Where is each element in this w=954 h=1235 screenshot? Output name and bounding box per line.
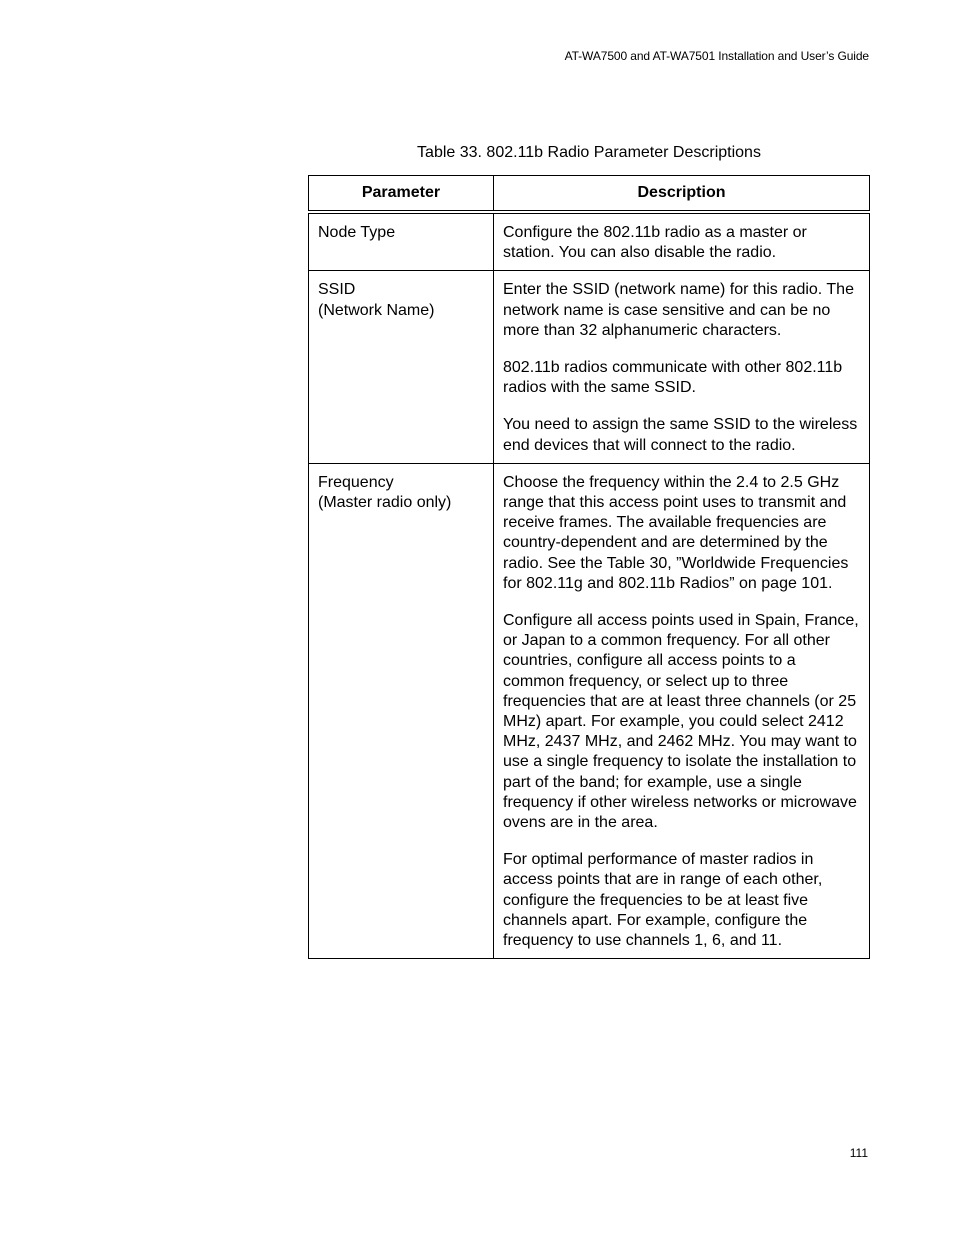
parameter-cell: [309, 212, 494, 271]
column-header-parameter: Parameter: [309, 176, 494, 213]
description-cell: [494, 271, 870, 463]
parameter-qualifier: (Master radio only): [318, 494, 452, 512]
description-paragraph: You need to assign the same SSID to the wireless end devices that will connect to the radio.: [503, 416, 858, 454]
description-paragraph: Configure all access points used in Spain, France, or Japan to a common frequency. For all other countries, configure all access points to a common frequency, or select up to three frequencies that are at least three channels (or 25 MHz) apart. For example, you could select 2412 MHz, 2437 MHz, and 2462 MHz. You may want to use a single frequency to isolate the installation to part of the band; for example, use a single frequency if other wireless networks or microwave ovens are in the area.: [503, 612, 859, 832]
table-row: [309, 212, 870, 271]
description-paragraph: For optimal performance of master radios in access points that are in range of each other, configure the frequencies to be at least five channels apart. For example, configure the frequency to use channels 1, 6, and 11.: [503, 851, 823, 950]
page-number: 111: [849, 1146, 868, 1160]
description-paragraph: Configure the 802.11b radio as a master or station. You can also disable the radio.: [503, 224, 807, 262]
parameter-qualifier: (Network Name): [318, 301, 435, 319]
description-cell: [494, 463, 870, 958]
description-paragraph: Enter the SSID (network name) for this radio. The network name is case sensitive and can be no more than 32 alphanumeric characters.: [503, 281, 854, 339]
table-caption: Table 33. 802.11b Radio Parameter Descriptions: [417, 144, 761, 161]
column-header-description: Description: [494, 176, 870, 213]
parameter-cell: [309, 463, 494, 958]
table-row: [309, 463, 870, 958]
parameter-table: [308, 175, 870, 959]
parameter-name: SSID: [318, 281, 356, 299]
table-row: [309, 271, 870, 463]
parameter-name: Node Type: [318, 224, 396, 241]
parameter-cell: [309, 271, 494, 463]
table-header-row: [309, 176, 870, 213]
description-cell: [494, 212, 870, 271]
running-header: AT-WA7500 and AT-WA7501 Installation and User’s Guide: [564, 49, 869, 63]
description-paragraph: 802.11b radios communicate with other 802.11b radios with the same SSID.: [503, 359, 843, 397]
parameter-name: Frequency: [318, 473, 394, 491]
description-paragraph: Choose the frequency within the 2.4 to 2.5 GHz range that this access point uses to transmit and receive frames. The available frequencies are country-dependent and are determined by the radio. See the Table 30, ”Worldwide Frequencies for 802.11g and 802.11b Radios” on page 101.: [503, 473, 849, 592]
